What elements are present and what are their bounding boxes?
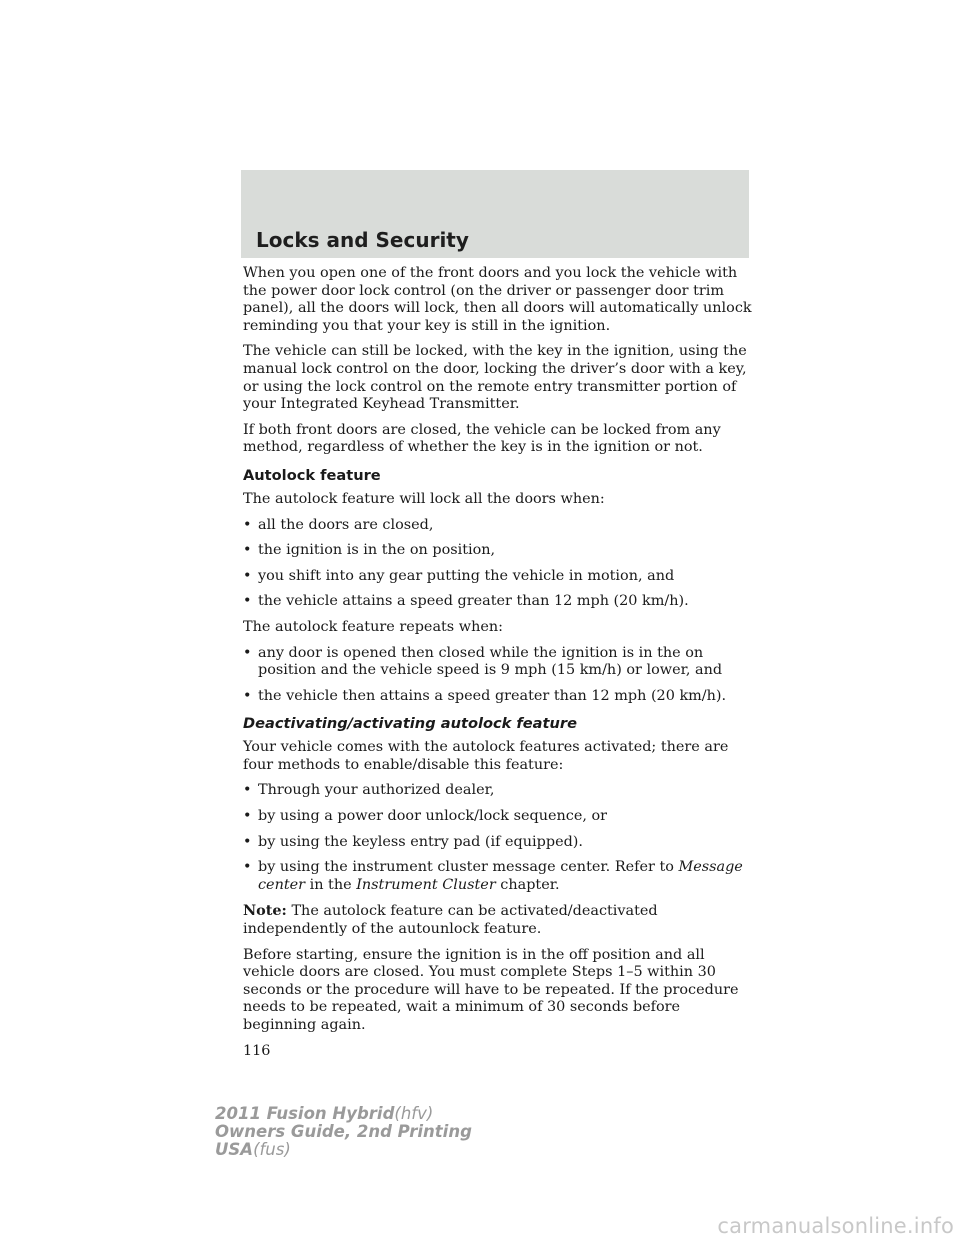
footer-print-info <box>215 1105 472 1159</box>
list-item: • Through your authorized dealer, <box>243 782 753 800</box>
method-prefix: by using the instrument cluster message center. Refer to <box>258 859 679 876</box>
list-item: • the vehicle then attains a speed greater than 12 mph (20 km/h). <box>243 688 753 706</box>
deactivating-lead: Your vehicle comes with the autolock features activated; there are four methods to enable/disable this feature: <box>243 739 729 773</box>
list-item: • the ignition is in the on position, <box>243 542 753 560</box>
note-paragraph <box>243 902 753 938</box>
list-item-message-center <box>243 859 753 894</box>
autolock-lead: The autolock feature will lock all the doors when: <box>243 490 605 507</box>
footer-model-code: (hfv) <box>394 1104 434 1123</box>
footer-market-code: (fus) <box>253 1140 291 1159</box>
autolock-repeat-list <box>243 645 753 706</box>
list-item: • the vehicle attains a speed greater than 12 mph (20 km/h). <box>243 593 753 611</box>
list-item: • all the doors are closed, <box>243 517 753 535</box>
footer-market: USA <box>215 1140 254 1159</box>
intro-paragraph: When you open one of the front doors and you lock the vehicle with the power door lock control (on the driver or passenger door trim panel), all the doors will lock, then all doors will automatically unlock reminding you that your key is still in the ignition. <box>243 265 752 334</box>
page-number: 116 <box>243 1042 271 1059</box>
note-text: The autolock feature can be activated/deactivated independently of the autounlock feature. <box>243 903 658 938</box>
watermark: carmanualsonline.info <box>717 1214 954 1238</box>
intro-paragraph: The vehicle can still be locked, with the key in the ignition, using the manual lock control on the door, locking the driver’s door with a key, or using the lock control on the remote entry transmitter portion of your Integrated Keyhead Transmitter. <box>243 343 747 413</box>
footer-line-2 <box>215 1123 472 1141</box>
page-content <box>243 265 753 1060</box>
deactivating-heading: Deactivating/activating autolock feature <box>243 715 577 733</box>
instrument-cluster-reference: Instrument Cluster <box>356 876 496 893</box>
section-title: Locks and Security <box>256 228 469 252</box>
autolock-conditions-list <box>243 517 753 611</box>
footer-edition: Owners Guide, 2nd Printing <box>215 1122 472 1141</box>
method-mid: in the <box>305 876 357 893</box>
list-item: • any door is opened then closed while the ignition is in the on position and the vehicle speed is 9 mph (15 km/h) or lower, and <box>243 645 753 680</box>
method-suffix: chapter. <box>495 876 560 893</box>
autolock-heading: Autolock feature <box>243 466 381 484</box>
deactivating-methods-list <box>243 782 753 894</box>
note-label: Note: <box>243 902 287 920</box>
list-item: • by using a power door unlock/lock sequence, or <box>243 808 753 826</box>
footer-line-1 <box>215 1105 472 1123</box>
list-item: • by using the keyless entry pad (if equipped). <box>243 834 753 852</box>
list-item: • you shift into any gear putting the vehicle in motion, and <box>243 568 753 586</box>
section-header-band <box>241 170 749 258</box>
footer-model: 2011 Fusion Hybrid <box>215 1104 395 1123</box>
footer-line-3 <box>215 1141 472 1159</box>
autolock-repeat-lead: The autolock feature repeats when: <box>243 618 503 635</box>
intro-paragraph: If both front doors are closed, the vehicle can be locked from any method, regardless of whether the key is in the ignition or not. <box>243 421 721 456</box>
closing-paragraph: Before starting, ensure the ignition is in the off position and all vehicle doors are closed. You must complete Steps 1–5 within 30 seconds or the procedure will have to be repeated. If the procedure needs to be repeated, wait a minimum of 30 seconds before beginning again. <box>243 946 739 1033</box>
message-center-reference: Message center <box>258 859 743 893</box>
